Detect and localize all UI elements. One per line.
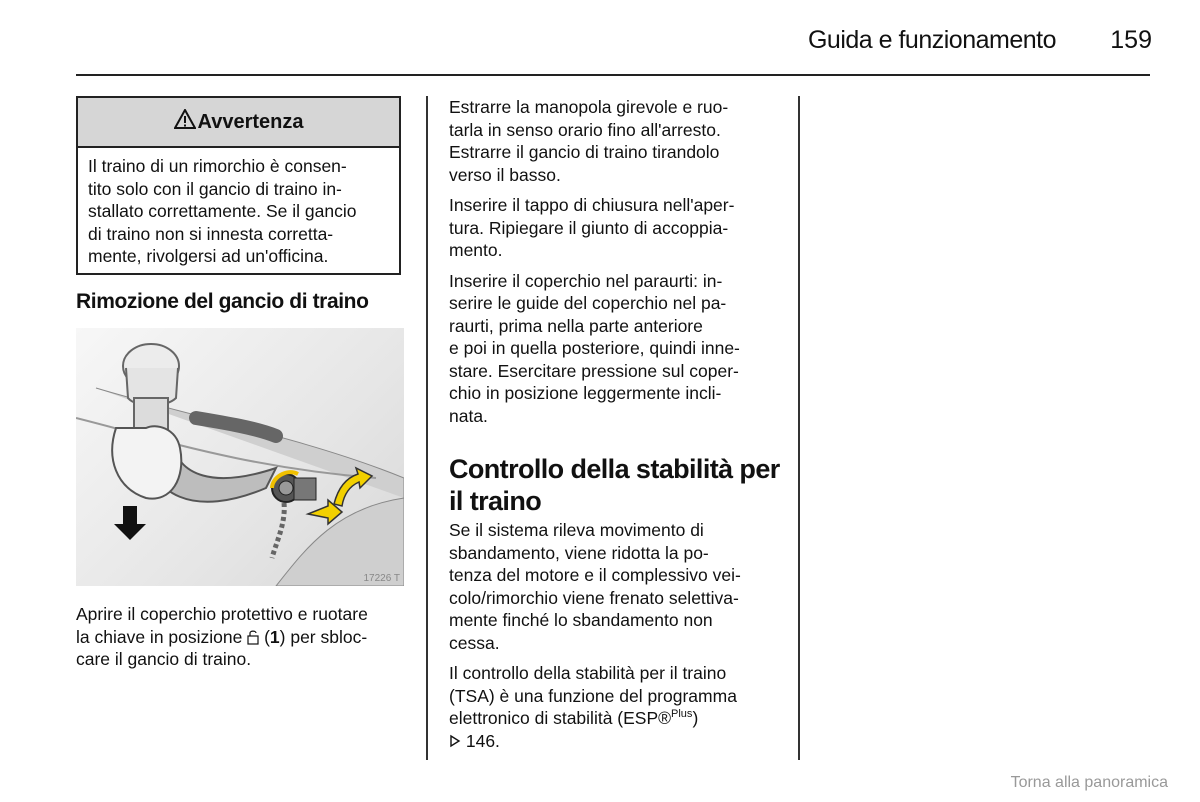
header-rule [76, 74, 1150, 76]
reference-page: 146. [461, 730, 500, 751]
text-line: (TSA) è una funzione del programma [449, 685, 737, 706]
plus-superscript: Plus [671, 708, 693, 721]
warning-header [78, 98, 399, 148]
figure-code: 17226 T [363, 573, 400, 584]
text-line: Se il sistema rileva movimento di [449, 520, 704, 540]
warning-line: tito solo con il gancio di traino in- [88, 178, 342, 199]
text-line: sbandamento, viene ridotta la po- [449, 542, 709, 563]
text-line: cessa. [449, 632, 500, 653]
text-line: e poi in quella posteriore, quindi inne- [449, 338, 740, 358]
text-line: serire le guide del coperchio nel pa- [449, 293, 727, 313]
caption-line: care il gancio di traino. [76, 649, 252, 669]
warning-line: di traino non si innesta corretta- [88, 223, 334, 244]
tsa-heading [449, 453, 789, 517]
warning-line: mente, rivolgersi ad un'officina. [88, 246, 329, 266]
text-line: Inserire il tappo di chiusura nell'aper- [449, 195, 735, 215]
paragraph [449, 662, 789, 752]
column-divider [426, 96, 428, 760]
text-line [449, 707, 789, 730]
text-line: tenza del motore e il complessivo vei- [449, 565, 741, 585]
heading-line: il traino [449, 486, 542, 516]
text-line: Il controllo della stabilità per il traino [449, 663, 727, 683]
caption-text: ) per sbloc- [279, 626, 368, 647]
figure-caption [76, 603, 416, 671]
text-line: raurti, prima nella parte anteriore [449, 315, 703, 336]
paragraph [449, 96, 789, 186]
lock-open-icon [247, 627, 259, 647]
text-line: nata. [449, 405, 488, 426]
caption-bold-number: 1 [269, 626, 280, 647]
caption-line: Aprire il coperchio protettivo e ruotare [76, 604, 368, 624]
text-line: mento. [449, 240, 503, 260]
text-line: verso il basso. [449, 164, 561, 185]
text-line: stare. Esercitare pressione sul coper- [449, 360, 739, 381]
warning-text [78, 148, 399, 268]
text-line: tarla in senso orario fino all'arresto. [449, 119, 721, 140]
caption-line [76, 626, 416, 649]
middle-column [449, 96, 789, 760]
caption-text: la chiave in posizione [76, 626, 248, 647]
text-line: Inserire il coperchio nel paraurti: in- [449, 270, 723, 291]
page-reference[interactable] [449, 730, 789, 753]
tow-hook-illustration [76, 328, 404, 586]
warning-line: stallato correttamente. Se il gancio [88, 201, 357, 221]
warning-line: Il traino di un rimorchio è consen- [88, 156, 347, 176]
text-line: tura. Ripiegare il giunto di accoppia- [449, 217, 729, 238]
warning-title: Avvertenza [197, 110, 304, 133]
paragraph [449, 194, 789, 262]
text-fragment: ) [692, 708, 699, 728]
text-line: Estrarre la manopola girevole e ruo- [449, 97, 729, 117]
section-heading: Rimozione del gancio di traino [76, 290, 369, 313]
paragraph [449, 270, 789, 428]
text-line: chio in posizione leggermente incli- [449, 383, 722, 403]
arrow-ref-icon [449, 731, 461, 751]
text-line: colo/rimorchio viene frenato selettiva- [449, 587, 739, 608]
text-fragment: elettronico di stabilità (ESP® [449, 708, 672, 728]
back-to-overview-link[interactable]: Torna alla panoramica [1010, 774, 1168, 791]
page-number: 159 [1110, 26, 1152, 54]
tow-hook-drawing [76, 328, 404, 586]
paragraph [449, 519, 789, 654]
text-line: mente finché lo sbandamento non [449, 610, 713, 630]
caption-paren: ( [259, 626, 270, 647]
column-divider [798, 96, 800, 760]
warning-triangle-icon [174, 109, 196, 135]
warning-box [76, 96, 401, 275]
text-line: Estrarre il gancio di traino tirandolo [449, 142, 720, 162]
page-header-title: Guida e funzionamento [807, 26, 1056, 54]
heading-line: Controllo della stabilità per [449, 454, 780, 484]
